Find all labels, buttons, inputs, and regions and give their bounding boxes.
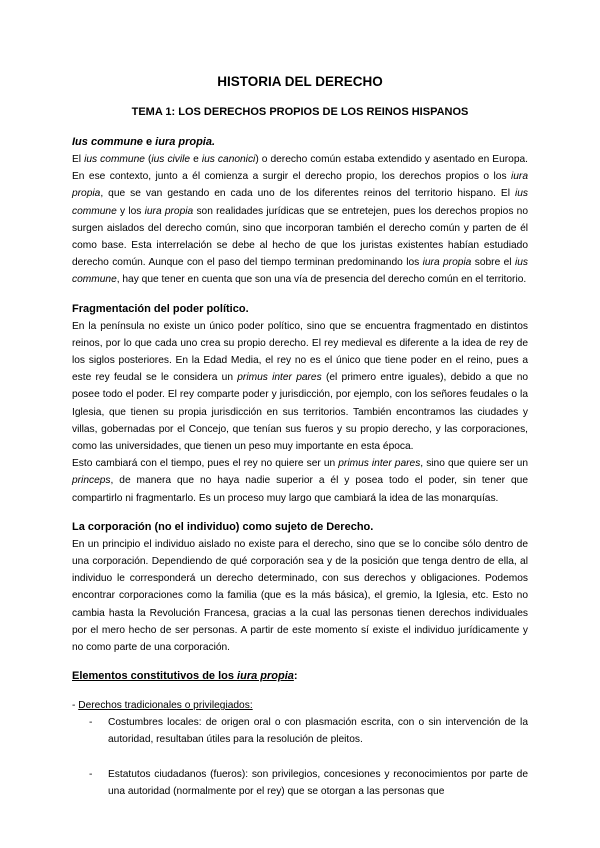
dash-list (72, 714, 528, 800)
document-page (72, 72, 528, 800)
paragraph: En un principio el individuo aislado no existe para el derecho, sino que se lo concibe sólo dentro de una corporación. Dependiendo de qué corporación sea y de la posición que tenga dentro de ella, al individuo le corresponderá un derecho determinado, con sus derechos y obligaciones. Podemos encontrar corporaciones como la familia (que es la más básica), el gremio, la Iglesia, etc. Esto no cambia hasta la Revolución Francesa, gracias a la cual las personas tienen derechos individuales por el mero hecho de ser personas. A partir de este momento sí existe el individuo jurídicamente y no como parte de una corporación. (72, 538, 528, 654)
list-item: - Estatutos ciudadanos (fueros): son privilegios, concesiones y reconocimientos por parte de una autoridad (normalmente por el rey) que se otorgan a las personas que (89, 768, 528, 797)
section-ius-commune (72, 134, 528, 289)
paragraph: Esto cambiará con el tiempo, pues el rey no quiere ser un primus inter pares, sino que quiere ser un princeps, de manera que no haya nadie superior a él y posea todo el poder, sin tener que compartirlo ni fragmentarlo. Es un proceso muy largo que cambiará la idea de las monarquías. (72, 458, 528, 504)
paragraph: En la península no existe un único poder político, sino que se encuentra fragmentado en distintos reinos, por lo que cada uno crea su propio derecho. El rey medieval es diferente a la idea de rey de los siglos posteriores. En la Edad Media, el rey no es el único que tiene poder en el reino, pues a este rey feudal se le considera un primus inter pares (el primero entre iguales), debido a que no posee todo el poder. El rey comparte poder y jurisdicción, por ejemplo, con los señores feudales o la Iglesia, que tienen su propia jurisdicción en sus territorios. También encontramos las ciudades y villas, gobernadas por el Concejo, que tenían sus fueros y su propio derecho, y las corporaciones, como las universidades, que tienen un peso muy importante en esta época. (72, 320, 529, 453)
list-item: - Costumbres locales: de origen oral o con plasmación escrita, con o sin intervención de la autoridad, resultaban útiles para la resolución de pleitos. (89, 717, 528, 746)
section-heading: Fragmentación del poder político. (72, 302, 249, 315)
section-corporacion (72, 519, 528, 656)
section-heading: Elementos constitutivos de los iura propia: (72, 670, 298, 683)
section-heading: La corporación (no el individuo) como sujeto de Derecho. (72, 520, 374, 533)
list-label: - Derechos tradicionales o privilegiados: (72, 700, 253, 712)
section-fragmentacion (72, 301, 528, 507)
paragraph: El ius commune (ius civile e ius canonici) o derecho común estaba extendido y asentado en Europa. En ese contexto, junto a él comienza a surgir el derecho propio, los derechos propios o los iura propia, que se van gestando en cada uno de los diferentes reinos del territorio hispano. El ius commune y los iura propia son realidades jurídicas que se entretejen, pues los derechos propios no surgen aislados del derecho común, sino que incorporan también el derecho común y parten de él como base. Esta interrelación se debe al hecho de que los juristas existentes habían estudiado derecho común. Aunque con el paso del tiempo terminan predominando los iura propia sobre el ius commune, hay que tener en cuenta que son una vía de presencia del derecho común en el territorio. (72, 154, 529, 286)
section-heading: Ius commune e iura propia. (72, 136, 216, 148)
section-elementos (72, 668, 528, 800)
spacer (72, 685, 528, 697)
document-subtitle: TEMA 1: LOS DERECHOS PROPIOS DE LOS REINOS HISPANOS (131, 106, 469, 118)
document-title: HISTORIA DEL DERECHO (217, 74, 383, 89)
